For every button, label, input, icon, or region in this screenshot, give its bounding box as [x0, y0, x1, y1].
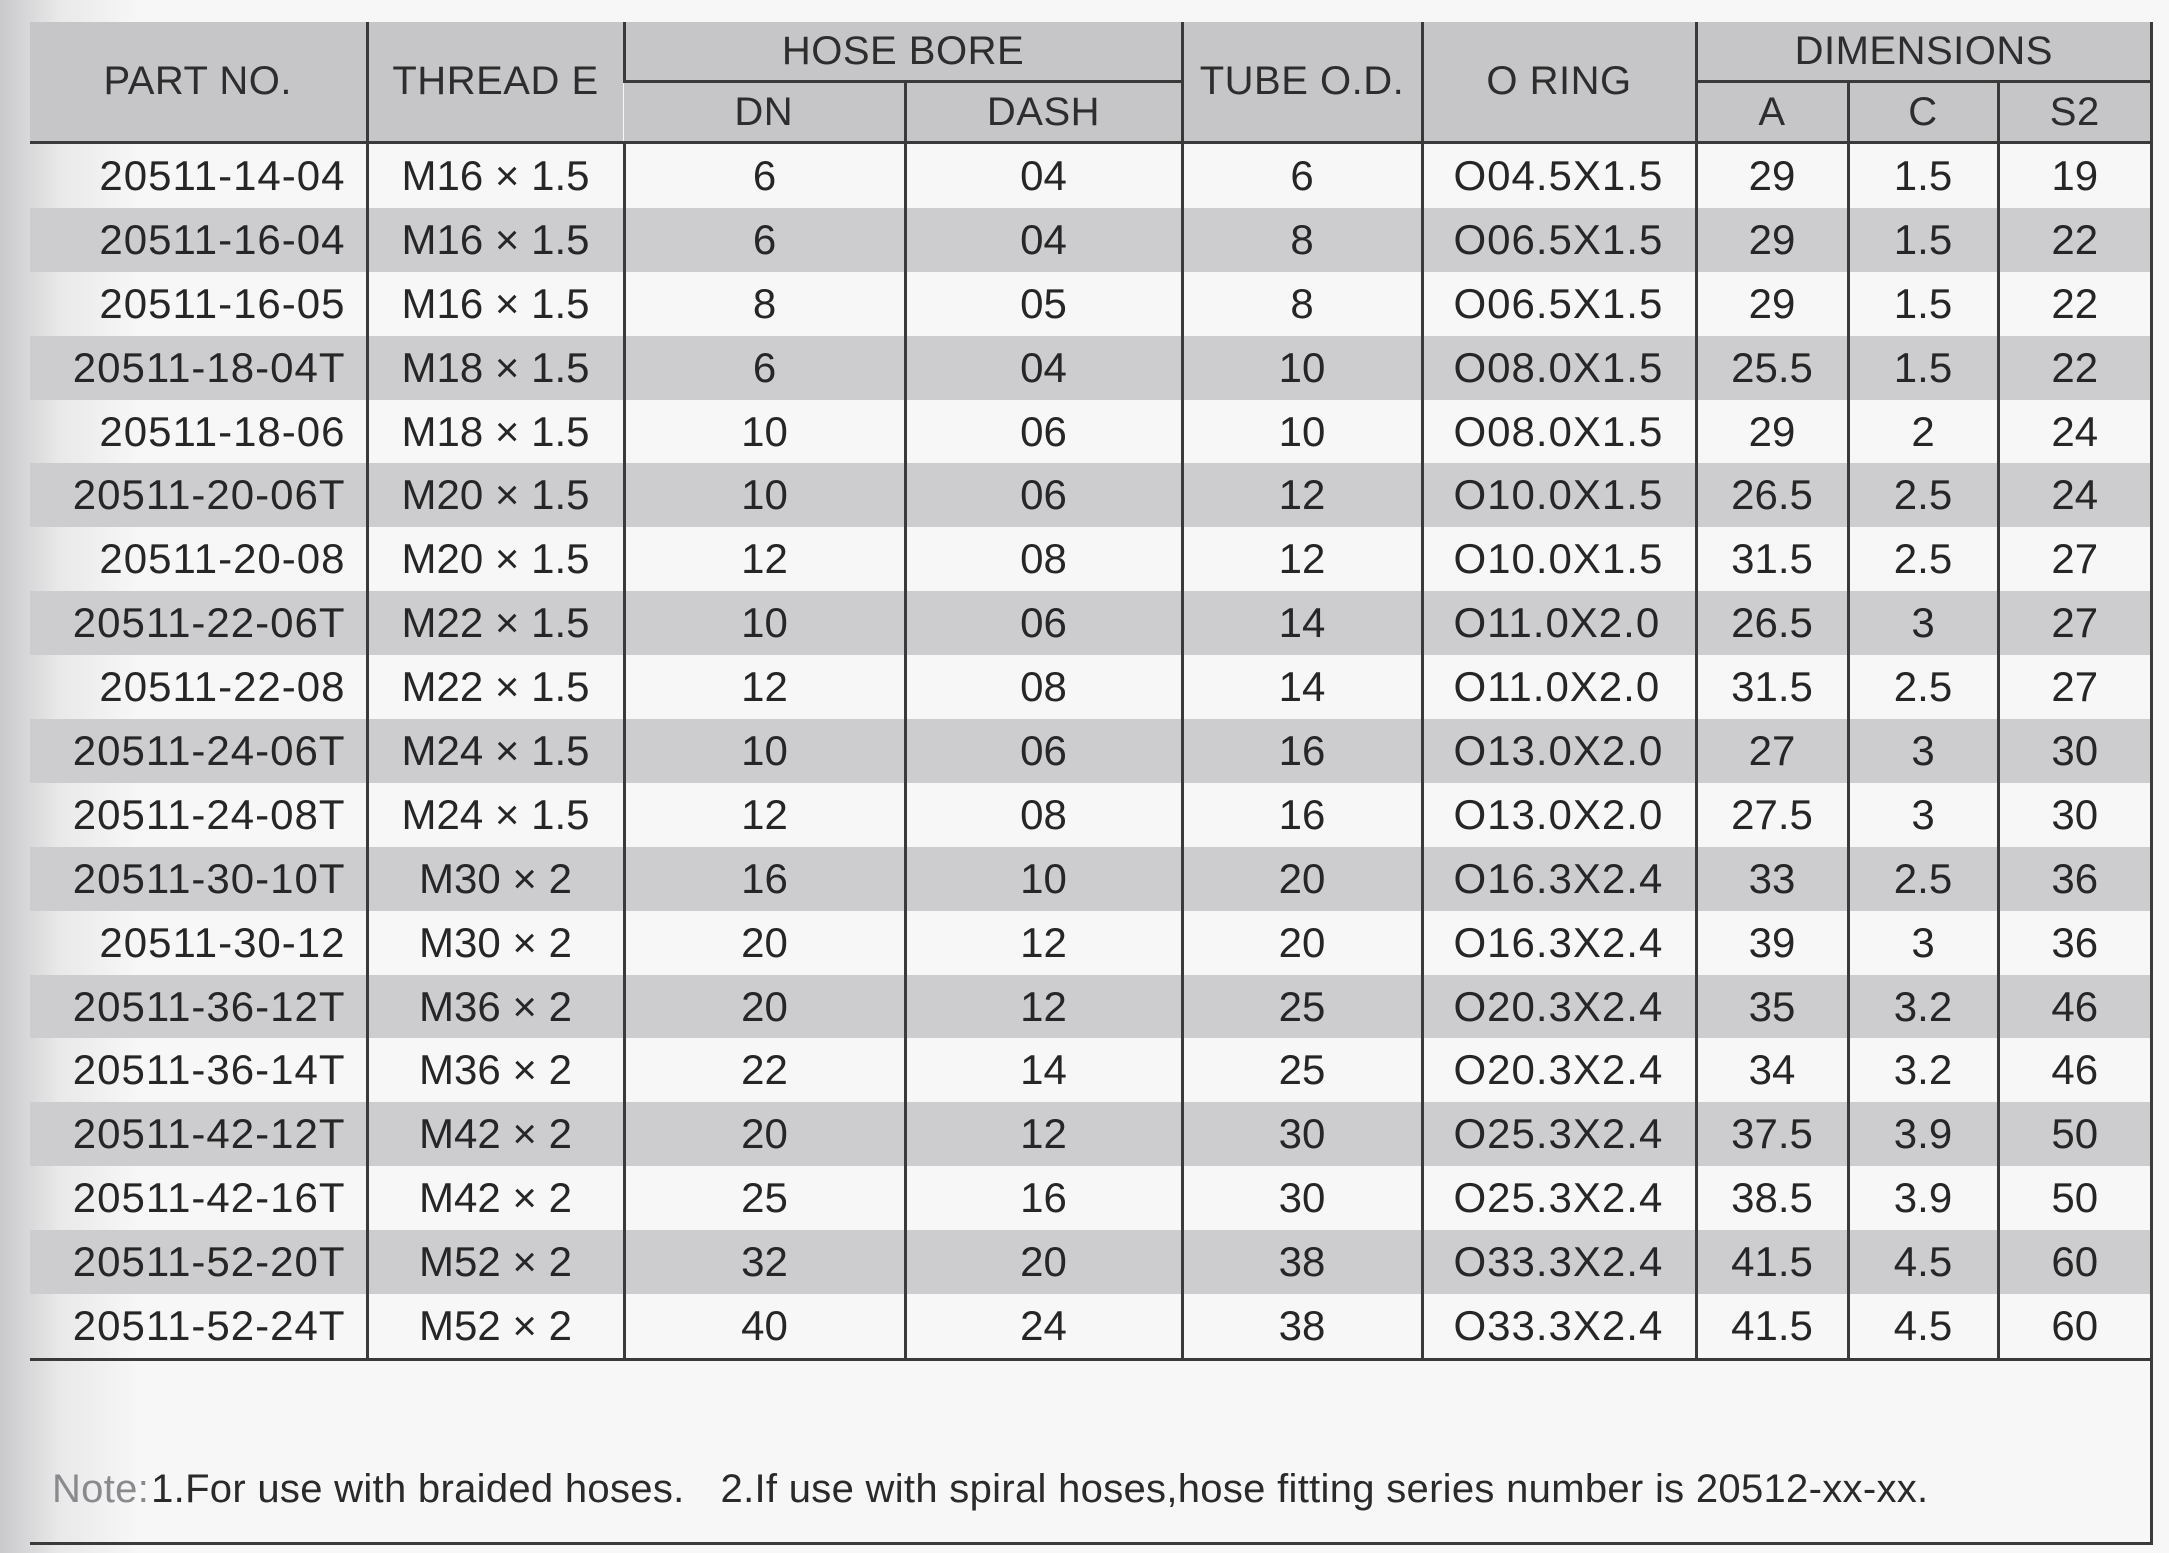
cell-thread-e: M22 × 1.5 — [367, 591, 624, 655]
cell-thread-e: M30 × 2 — [367, 911, 624, 975]
cell-part-no: 20511-14-04 — [99, 151, 346, 199]
cell-dim-c: 1.5 — [1848, 336, 1998, 400]
cell-dim-a: 38.5 — [1696, 1166, 1848, 1230]
cell-dn: 12 — [624, 783, 905, 847]
header-s2: S2 — [1998, 82, 2150, 143]
cell-dim-s2: 24 — [1998, 400, 2150, 464]
header-dn: DN — [624, 82, 905, 143]
cell-dim-a: 35 — [1696, 975, 1848, 1039]
cell-o-ring: O13.0X2.0 — [1422, 783, 1696, 847]
cell-o-ring: O20.3X2.4 — [1422, 975, 1696, 1039]
cell-tube-od: 38 — [1182, 1230, 1422, 1294]
cell-dim-s2: 22 — [1998, 208, 2150, 272]
cell-o-ring: O10.0X1.5 — [1422, 527, 1696, 591]
cell-dn: 32 — [624, 1230, 905, 1294]
spec-table-body — [30, 143, 2150, 1360]
cell-dn: 25 — [624, 1166, 905, 1230]
cell-dim-s2: 46 — [1998, 1038, 2150, 1102]
table-row — [30, 400, 2150, 464]
cell-o-ring: O06.5X1.5 — [1422, 208, 1696, 272]
cell-tube-od: 16 — [1182, 719, 1422, 783]
cell-dn: 40 — [624, 1294, 905, 1359]
cell-dim-s2: 46 — [1998, 975, 2150, 1039]
cell-thread-e: M24 × 1.5 — [367, 783, 624, 847]
cell-dim-c: 2.5 — [1848, 655, 1998, 719]
cell-thread-e: M16 × 1.5 — [367, 143, 624, 208]
cell-dn: 20 — [624, 975, 905, 1039]
footnote — [30, 1432, 2150, 1547]
table-row — [30, 1102, 2150, 1166]
table-row — [30, 143, 2150, 208]
cell-dim-s2: 60 — [1998, 1294, 2150, 1359]
cell-dim-s2: 24 — [1998, 463, 2150, 527]
header-a: A — [1696, 82, 1848, 143]
cell-dn: 10 — [624, 591, 905, 655]
cell-dim-c: 1.5 — [1848, 272, 1998, 336]
cell-o-ring: O25.3X2.4 — [1422, 1102, 1696, 1166]
cell-dim-a: 27.5 — [1696, 783, 1848, 847]
cell-dash: 12 — [905, 975, 1182, 1039]
cell-dim-s2: 50 — [1998, 1102, 2150, 1166]
cell-dim-a: 26.5 — [1696, 463, 1848, 527]
cell-dim-c: 3.9 — [1848, 1102, 1998, 1166]
cell-part-no: 20511-30-12 — [99, 918, 346, 966]
cell-dim-s2: 60 — [1998, 1230, 2150, 1294]
cell-thread-e: M16 × 1.5 — [367, 208, 624, 272]
table-row — [30, 1166, 2150, 1230]
cell-part-no: 20511-16-05 — [99, 279, 346, 327]
cell-dim-a: 29 — [1696, 400, 1848, 464]
cell-part-no: 20511-36-14T — [72, 1046, 346, 1094]
cell-thread-e: M18 × 1.5 — [367, 336, 624, 400]
cell-dim-s2: 50 — [1998, 1166, 2150, 1230]
cell-dim-c: 3.2 — [1848, 975, 1998, 1039]
table-row — [30, 1038, 2150, 1102]
cell-dash: 12 — [905, 1102, 1182, 1166]
cell-dim-c: 3.9 — [1848, 1166, 1998, 1230]
cell-dim-a: 39 — [1696, 911, 1848, 975]
header-dimensions: DIMENSIONS — [1696, 22, 2150, 82]
cell-dim-s2: 27 — [1998, 591, 2150, 655]
cell-dim-c: 4.5 — [1848, 1230, 1998, 1294]
cell-thread-e: M52 × 2 — [367, 1294, 624, 1359]
cell-o-ring: O20.3X2.4 — [1422, 1038, 1696, 1102]
note-item-2: 2.If use with spiral hoses,hose fitting series number is 20512-xx-xx. — [720, 1467, 1929, 1511]
cell-dim-a: 25.5 — [1696, 336, 1848, 400]
cell-thread-e: M30 × 2 — [367, 847, 624, 911]
cell-dim-a: 34 — [1696, 1038, 1848, 1102]
cell-thread-e: M20 × 1.5 — [367, 463, 624, 527]
cell-dim-c: 3 — [1848, 783, 1998, 847]
cell-dash: 06 — [905, 591, 1182, 655]
cell-dim-s2: 36 — [1998, 847, 2150, 911]
cell-o-ring: O04.5X1.5 — [1422, 143, 1696, 208]
cell-dim-s2: 30 — [1998, 783, 2150, 847]
cell-dash: 04 — [905, 336, 1182, 400]
cell-o-ring: O08.0X1.5 — [1422, 400, 1696, 464]
cell-part-no: 20511-52-24T — [30, 1294, 367, 1359]
cell-part-no: 20511-18-06 — [99, 407, 346, 455]
cell-dn: 10 — [624, 719, 905, 783]
cell-thread-e: M42 × 2 — [367, 1166, 624, 1230]
cell-dash: 12 — [905, 911, 1182, 975]
table-row — [30, 527, 2150, 591]
cell-dim-a: 29 — [1696, 208, 1848, 272]
cell-dim-s2: 27 — [1998, 527, 2150, 591]
header-hose-bore: HOSE BORE — [624, 22, 1182, 82]
cell-dn: 10 — [624, 400, 905, 464]
header-dash: DASH — [905, 82, 1182, 143]
cell-tube-od: 10 — [1182, 336, 1422, 400]
cell-dim-a: 33 — [1696, 847, 1848, 911]
table-row — [30, 911, 2150, 975]
cell-dim-a: 41.5 — [1696, 1230, 1848, 1294]
header-part-no: PART NO. — [30, 22, 367, 143]
header-tube-od: TUBE O.D. — [1182, 22, 1422, 143]
cell-part-no: 20511-18-04T — [30, 336, 367, 400]
cell-o-ring: O08.0X1.5 — [1422, 336, 1696, 400]
cell-tube-od: 20 — [1182, 911, 1422, 975]
cell-part-no: 20511-52-20T — [30, 1230, 367, 1294]
table-row — [30, 272, 2150, 336]
cell-dash: 04 — [905, 143, 1182, 208]
cell-dim-c: 3.2 — [1848, 1038, 1998, 1102]
cell-dash: 08 — [905, 527, 1182, 591]
cell-part-no: 20511-24-08T — [72, 790, 346, 838]
cell-dim-c: 2.5 — [1848, 463, 1998, 527]
cell-dn: 6 — [624, 336, 905, 400]
cell-tube-od: 16 — [1182, 783, 1422, 847]
cell-part-no: 20511-24-06T — [30, 719, 367, 783]
cell-thread-e: M18 × 1.5 — [367, 400, 624, 464]
cell-o-ring: O25.3X2.4 — [1422, 1166, 1696, 1230]
table-row — [30, 719, 2150, 783]
hose-fitting-spec-table — [30, 22, 2150, 1361]
cell-dn: 10 — [624, 463, 905, 527]
table-row — [30, 1294, 2150, 1359]
cell-o-ring: O06.5X1.5 — [1422, 272, 1696, 336]
cell-part-no: 20511-20-08 — [99, 535, 346, 583]
cell-o-ring: O33.3X2.4 — [1422, 1294, 1696, 1359]
cell-tube-od: 12 — [1182, 527, 1422, 591]
table-row — [30, 975, 2150, 1039]
cell-part-no: 20511-30-10T — [30, 847, 367, 911]
cell-o-ring: O10.0X1.5 — [1422, 463, 1696, 527]
header-o-ring: O RING — [1422, 22, 1696, 143]
cell-o-ring: O16.3X2.4 — [1422, 847, 1696, 911]
cell-thread-e: M24 × 1.5 — [367, 719, 624, 783]
cell-dim-c: 4.5 — [1848, 1294, 1998, 1359]
cell-tube-od: 25 — [1182, 975, 1422, 1039]
table-row — [30, 847, 2150, 911]
cell-dim-a: 41.5 — [1696, 1294, 1848, 1359]
cell-dim-s2: 36 — [1998, 911, 2150, 975]
cell-dim-a: 31.5 — [1696, 527, 1848, 591]
spec-sheet — [30, 22, 2153, 1545]
cell-dim-c: 2.5 — [1848, 847, 1998, 911]
cell-dim-a: 29 — [1696, 272, 1848, 336]
table-row — [30, 655, 2150, 719]
cell-dim-s2: 19 — [1998, 143, 2150, 208]
cell-dn: 8 — [624, 272, 905, 336]
cell-part-no: 20511-42-16T — [72, 1174, 346, 1222]
cell-thread-e: M36 × 2 — [367, 975, 624, 1039]
cell-dim-c: 2.5 — [1848, 527, 1998, 591]
cell-tube-od: 30 — [1182, 1102, 1422, 1166]
cell-o-ring: O11.0X2.0 — [1422, 655, 1696, 719]
cell-tube-od: 12 — [1182, 463, 1422, 527]
cell-dn: 22 — [624, 1038, 905, 1102]
header-c: C — [1848, 82, 1998, 143]
cell-tube-od: 14 — [1182, 591, 1422, 655]
cell-tube-od: 20 — [1182, 847, 1422, 911]
cell-thread-e: M52 × 2 — [367, 1230, 624, 1294]
cell-dim-s2: 22 — [1998, 336, 2150, 400]
table-row — [30, 463, 2150, 527]
cell-dim-a: 37.5 — [1696, 1102, 1848, 1166]
cell-dn: 20 — [624, 911, 905, 975]
cell-part-no: 20511-36-12T — [30, 975, 367, 1039]
cell-tube-od: 30 — [1182, 1166, 1422, 1230]
note-item-1: 1.For use with braided hoses. — [151, 1467, 685, 1511]
cell-dn: 12 — [624, 527, 905, 591]
cell-dim-c: 1.5 — [1848, 143, 1998, 208]
cell-dim-s2: 30 — [1998, 719, 2150, 783]
cell-dn: 16 — [624, 847, 905, 911]
cell-part-no: 20511-16-04 — [30, 208, 367, 272]
cell-dash: 14 — [905, 1038, 1182, 1102]
cell-dash: 20 — [905, 1230, 1182, 1294]
cell-o-ring: O13.0X2.0 — [1422, 719, 1696, 783]
cell-dash: 04 — [905, 208, 1182, 272]
table-row — [30, 783, 2150, 847]
table-row — [30, 208, 2150, 272]
cell-thread-e: M42 × 2 — [367, 1102, 624, 1166]
cell-part-no: 20511-22-06T — [30, 591, 367, 655]
cell-tube-od: 38 — [1182, 1294, 1422, 1359]
cell-o-ring: O33.3X2.4 — [1422, 1230, 1696, 1294]
cell-tube-od: 6 — [1182, 143, 1422, 208]
cell-tube-od: 25 — [1182, 1038, 1422, 1102]
cell-thread-e: M20 × 1.5 — [367, 527, 624, 591]
cell-tube-od: 8 — [1182, 208, 1422, 272]
cell-dn: 12 — [624, 655, 905, 719]
cell-thread-e: M36 × 2 — [367, 1038, 624, 1102]
cell-dash: 06 — [905, 463, 1182, 527]
cell-thread-e: M16 × 1.5 — [367, 272, 624, 336]
cell-dash: 08 — [905, 783, 1182, 847]
cell-dim-c: 2 — [1848, 400, 1998, 464]
cell-dim-s2: 27 — [1998, 655, 2150, 719]
cell-dim-c: 3 — [1848, 911, 1998, 975]
table-row — [30, 1230, 2150, 1294]
cell-dn: 6 — [624, 143, 905, 208]
cell-dash: 10 — [905, 847, 1182, 911]
cell-dash: 08 — [905, 655, 1182, 719]
table-row — [30, 591, 2150, 655]
cell-dn: 20 — [624, 1102, 905, 1166]
cell-dim-s2: 22 — [1998, 272, 2150, 336]
cell-o-ring: O16.3X2.4 — [1422, 911, 1696, 975]
cell-dim-c: 3 — [1848, 591, 1998, 655]
cell-dim-c: 3 — [1848, 719, 1998, 783]
cell-dim-a: 31.5 — [1696, 655, 1848, 719]
cell-tube-od: 14 — [1182, 655, 1422, 719]
note-label: Note: — [52, 1467, 150, 1511]
cell-o-ring: O11.0X2.0 — [1422, 591, 1696, 655]
cell-dash: 24 — [905, 1294, 1182, 1359]
cell-dim-c: 1.5 — [1848, 208, 1998, 272]
cell-dim-a: 29 — [1696, 143, 1848, 208]
cell-dash: 06 — [905, 400, 1182, 464]
cell-tube-od: 8 — [1182, 272, 1422, 336]
cell-dn: 6 — [624, 208, 905, 272]
cell-part-no: 20511-20-06T — [30, 463, 367, 527]
cell-tube-od: 10 — [1182, 400, 1422, 464]
table-row — [30, 336, 2150, 400]
cell-dim-a: 26.5 — [1696, 591, 1848, 655]
cell-part-no: 20511-22-08 — [99, 663, 346, 711]
cell-dash: 05 — [905, 272, 1182, 336]
cell-dim-a: 27 — [1696, 719, 1848, 783]
cell-thread-e: M22 × 1.5 — [367, 655, 624, 719]
cell-part-no: 20511-42-12T — [30, 1102, 367, 1166]
header-thread-e: THREAD E — [367, 22, 624, 143]
cell-dash: 06 — [905, 719, 1182, 783]
cell-dash: 16 — [905, 1166, 1182, 1230]
